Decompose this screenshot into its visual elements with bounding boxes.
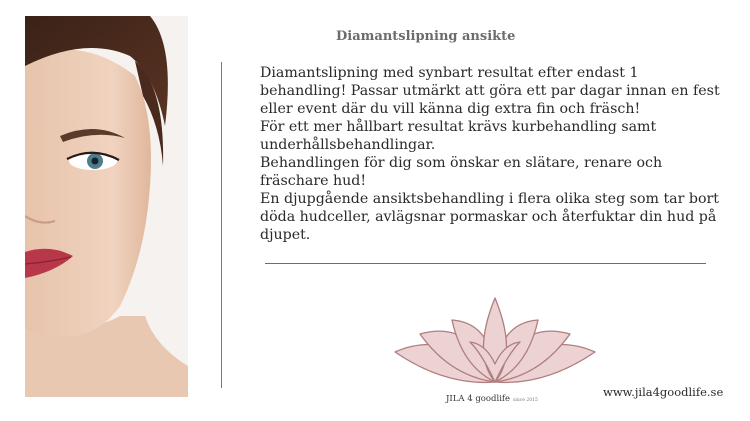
brand-name (446, 394, 538, 404)
website-link[interactable]: www.jila4goodlife.se (603, 385, 724, 399)
since-label: since 2015 (513, 398, 538, 403)
lotus-icon (390, 294, 600, 390)
lotus-logo (390, 294, 600, 390)
paragraph-target: Behandlingen för dig som önskar en slätare, renare och fräschare hud! (260, 155, 663, 189)
paragraph-method: En djupgående ansiktsbehandling i flera olika steg som tar bort döda hudceller, avlägsnar pormaskar och återfuktar din hud på djupet. (260, 191, 720, 243)
paragraph-result: För ett mer hållbart resultat krävs kurbehandling samt underhållsbehandlingar. (260, 119, 657, 153)
vertical-divider (221, 62, 222, 388)
face-portrait-image (25, 16, 188, 397)
description-text (260, 64, 720, 244)
paragraph-intro: Diamantslipning med synbart resultat efter endast 1 behandling! Passar utmärkt att göra ett par dagar innan en fest eller event där du vill känna dig extra fin och fräsch! (260, 65, 720, 117)
horizontal-divider (265, 263, 706, 264)
page-title: Diamantslipning ansikte (336, 29, 516, 44)
brand-label: JILA 4 goodlife (446, 394, 511, 404)
face-illustration (25, 16, 188, 397)
